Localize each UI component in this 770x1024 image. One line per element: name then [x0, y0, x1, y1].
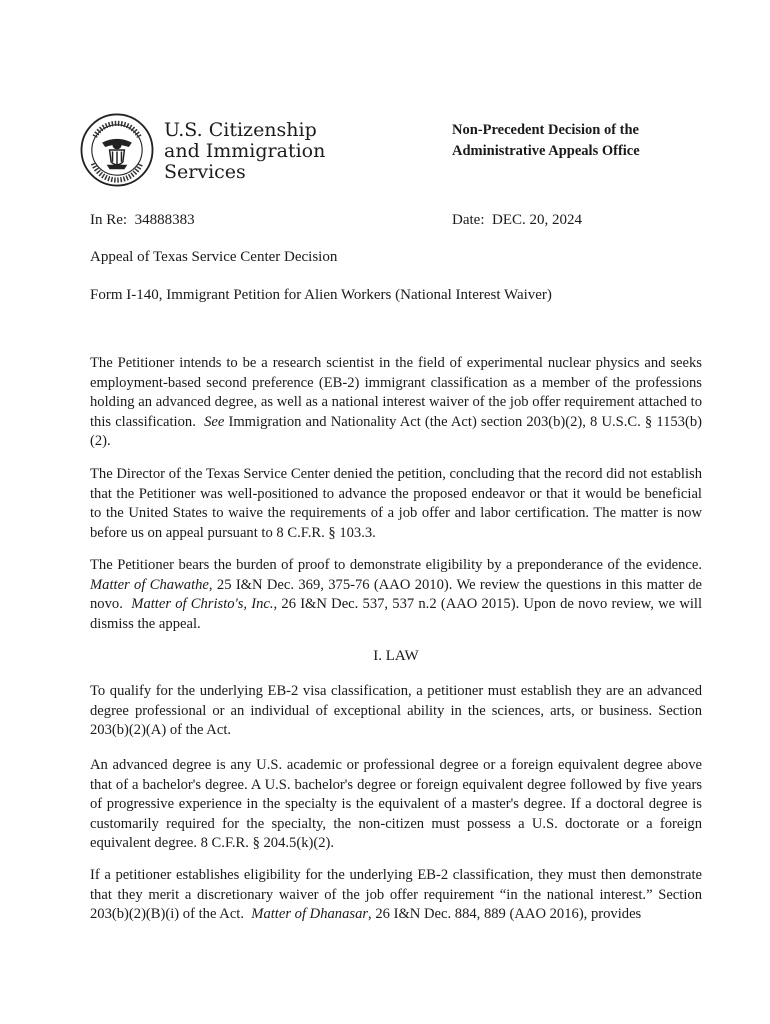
p3-text-a: The Petitioner bears the burden of proof to demonstrate eligibility by a preponderance of the evidence.: [90, 557, 702, 573]
decision-type: [452, 120, 640, 162]
in-re-line: [90, 210, 195, 230]
agency-line-1: U.S. Citizenship: [164, 119, 317, 141]
p6-text-b: , 26 I&N Dec. 884, 889 (AAO 2016), provides: [368, 906, 642, 923]
paragraph-intro: [90, 354, 702, 452]
agency-line-2: and Immigration: [164, 140, 326, 162]
agency-line-3: Services: [164, 161, 246, 183]
section-heading: I. LAW: [373, 648, 419, 664]
decision-line-1: Non-Precedent Decision of the: [452, 122, 639, 138]
paragraph-eb2-qualification: To qualify for the underlying EB-2 visa classification, a petitioner must establish they are an advanced degree professional or an individual of exceptional ability in the sciences, arts, or business. Section 203(b)(2)(A) of the Act.: [90, 683, 702, 739]
p1-text-a: The Petitioner intends to be a research scientist in the field of experimental nuclear physics and seeks employment-based second preference (EB-2) immigrant classification as a member of the professions holding an advanced degree, as well as a national interest waiver of the job offer requirement attached to this classification.: [90, 355, 702, 430]
in-re-label: In Re:: [90, 212, 128, 228]
decision-line-2: Administrative Appeals Office: [452, 143, 640, 159]
paragraph-burden-of-proof: [90, 556, 702, 634]
p6-text-a: If a petitioner establishes eligibility for the underlying EB-2 classification, they must then demonstrate that they merit a discretionary waiver of the job offer requirement “in the national interest.” Section 203(b)(2)(B)(i) of the Act.: [90, 867, 702, 923]
p1-text-b: Immigration and Nationality Act (the Act) section 203(b)(2), 8 U.S.C. § 1153(b)(2).: [90, 413, 702, 450]
paragraph-director-denial: The Director of the Texas Service Center denied the petition, concluding that the record did not establish that the Petitioner was well-positioned to advance the proposed endeavor or that it would be beneficial to the United States to waive the requirements of a job offer and labor certification. The matter is now before us on appeal pursuant to 8 C.F.R. § 103.3.: [90, 466, 702, 541]
p3-case-1: Matter of Chawathe: [90, 576, 209, 593]
paragraph-national-interest: [90, 866, 702, 925]
p3-text-b: , 25 I&N Dec. 369, 375-76 (AAO 2010). We review the questions in this matter de novo.: [90, 576, 703, 613]
agency-name: [164, 120, 325, 183]
in-re-number: 34888383: [134, 212, 195, 228]
date-line: [452, 210, 582, 230]
paragraph-advanced-degree: An advanced degree is any U.S. academic or professional degree or a foreign equivalent degree above that of a bachelor's degree. A U.S. bachelor's degree or foreign equivalent degree followed by five years of progressive experience in the specialty is the equivalent of a master's degree. If a doctoral degree is customarily required for the specialty, the non-citizen must possess a U.S. doctorate or a foreign equivalent degree. 8 C.F.R. § 204.5(k)(2).: [90, 757, 702, 852]
appeal-line: Appeal of Texas Service Center Decision: [90, 249, 338, 265]
p1-see: See: [204, 413, 225, 430]
dhs-seal-icon: [80, 113, 154, 187]
p3-text-c: , 26 I&N Dec. 537, 537 n.2 (AAO 2015). Upon de novo review, we will dismiss the appeal.: [90, 596, 703, 632]
p6-case: Matter of Dhanasar: [251, 906, 369, 923]
date-label: Date:: [452, 212, 485, 228]
date-value: DEC. 20, 2024: [491, 212, 582, 228]
form-line: Form I-140, Immigrant Petition for Alien Workers (National Interest Waiver): [90, 287, 552, 303]
p3-case-2: Matter of Christo's, Inc.: [131, 596, 274, 613]
